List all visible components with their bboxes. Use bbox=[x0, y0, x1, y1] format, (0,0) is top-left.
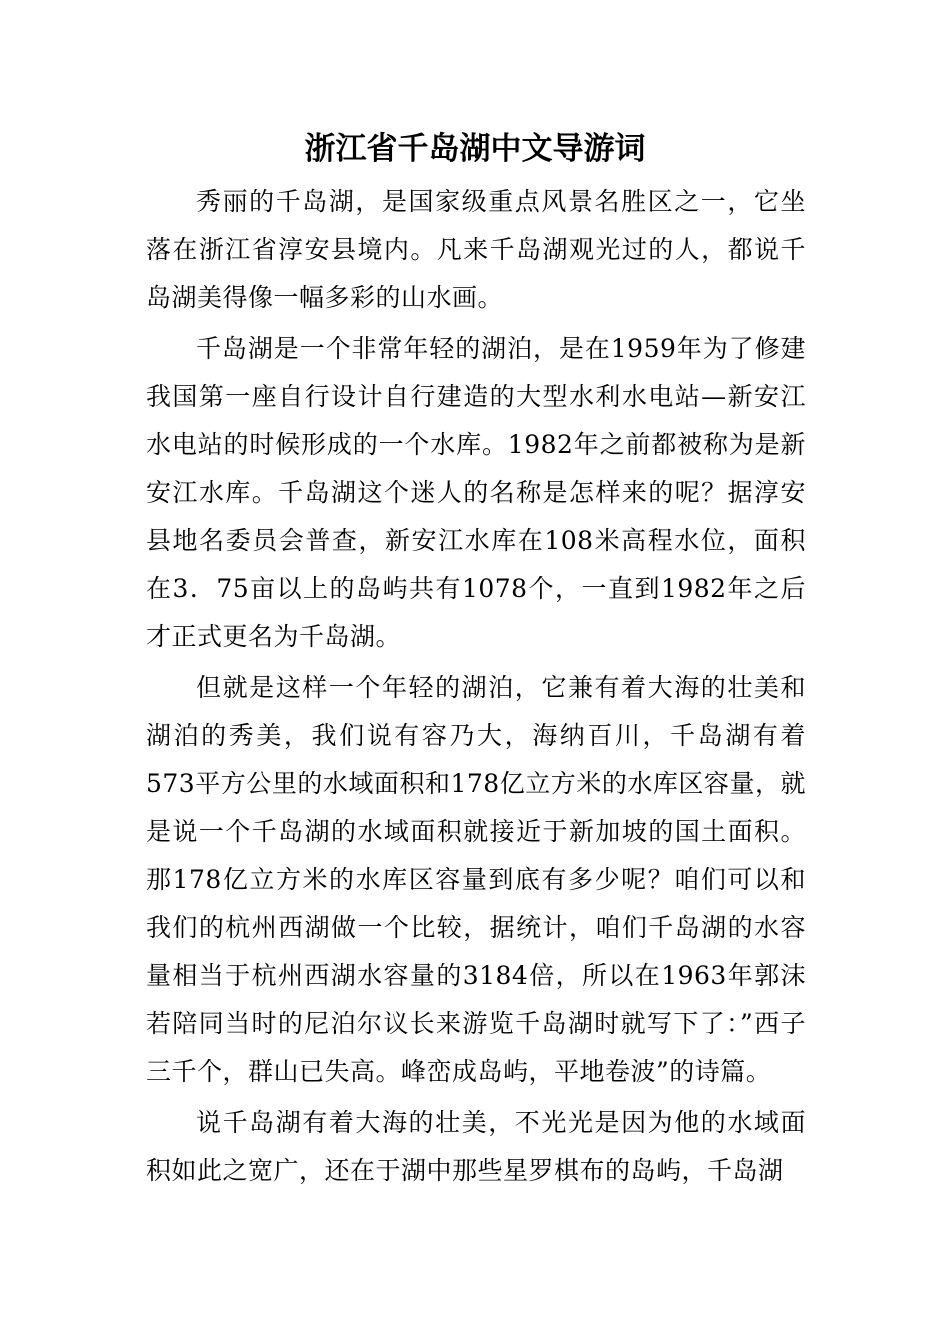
document-title: 浙江省千岛湖中文导游词 bbox=[304, 131, 646, 167]
paragraph-3: 但就是这样一个年轻的湖泊，它兼有着大海的壮美和湖泊的秀美，我们说有容乃大，海纳百川，千岛湖有着573平方公里的水域面积和178亿立方米的水库区容量，就是说一个千岛湖的水域面积就接近于新加坡的国土面积。那178亿立方米的水库区容量到底有多少呢？咱们可以和我们的杭州西湖做一个比较，据统计，咱们千岛湖的水容量相当于杭州西湖水容量的3184倍，所以在1963年郭沫若陪同当时的尼泊尔议长来游览千岛湖时就写下了：”西子三千个，群山已失高。峰峦成岛屿，平地卷波”的诗篇。 bbox=[146, 673, 806, 1086]
paragraph-1: 秀丽的千岛湖，是国家级重点风景名胜区之一，它坐落在浙江省淳安县境内。凡来千岛湖观光过的人，都说千岛湖美得像一幅多彩的山水画。 bbox=[146, 187, 806, 312]
paragraph-2: 千岛湖是一个非常年轻的湖泊，是在1959年为了修建我国第一座自行设计自行建造的大型水利水电站—新安江水电站的时候形成的一个水库。1982年之前都被称为是新安江水库。千岛湖这个迷人的名称是怎样来的呢？据淳安县地名委员会普查，新安江水库在108米高程水位，面积在3．75亩以上的岛屿共有1078个，一直到1982年之后才正式更名为千岛湖。 bbox=[146, 334, 806, 651]
paragraph-4: 说千岛湖有着大海的壮美，不光光是因为他的水域面积如此之宽广，还在于湖中那些星罗棋布的岛屿，千岛湖 bbox=[146, 1108, 806, 1185]
document-body bbox=[146, 178, 806, 1198]
